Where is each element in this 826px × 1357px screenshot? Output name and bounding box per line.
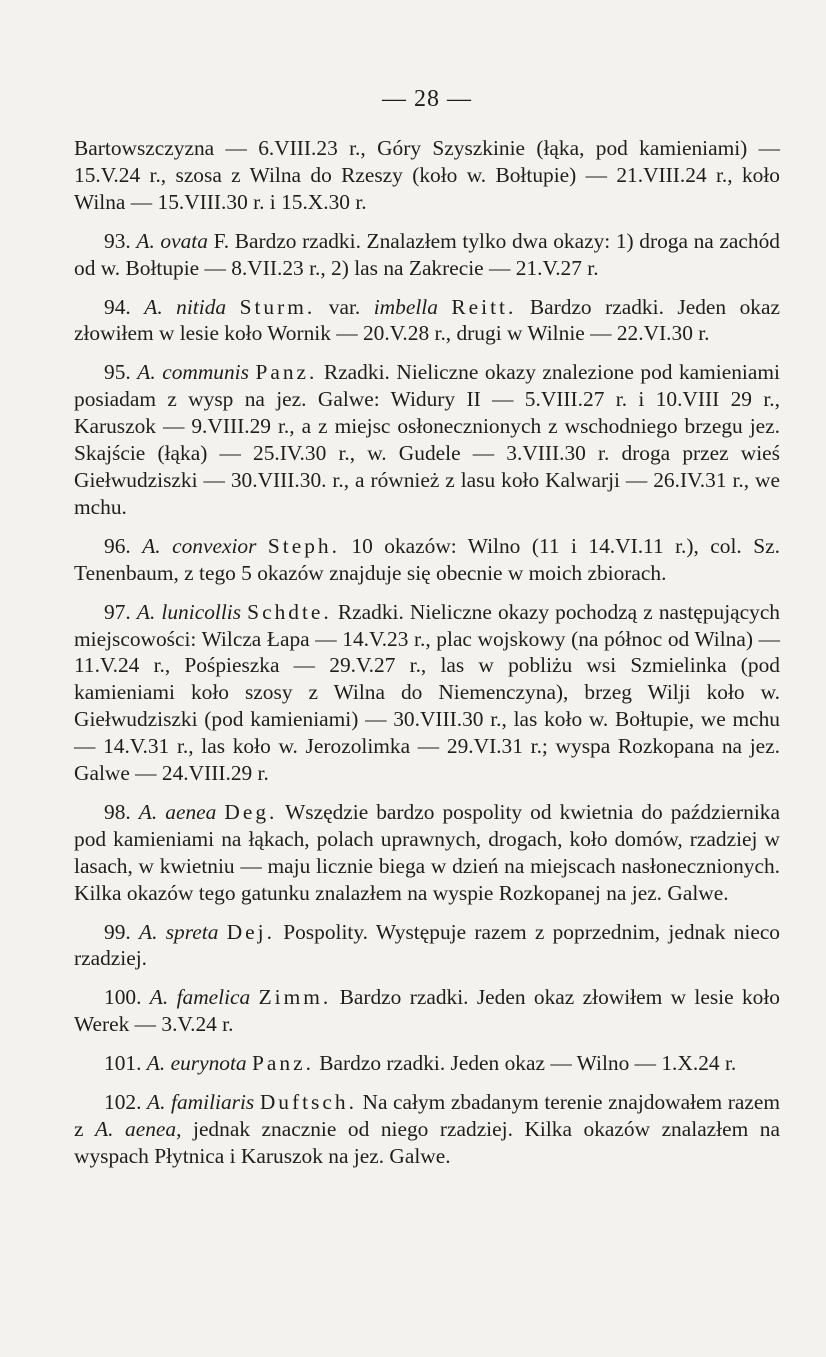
species-author: Panz. <box>251 1051 314 1076</box>
species-epithet: familiaris <box>171 1090 255 1115</box>
species-genus: A. <box>136 228 155 253</box>
species-epithet: lunicollis <box>161 599 242 624</box>
species-number: 98. <box>104 799 131 824</box>
page-number: — 28 — <box>382 86 472 112</box>
species-epithet: ovata <box>160 228 208 253</box>
entry-text: Bartowszczyzna — 6.VIII.23 r., Góry Szyszkinie (łąka, pod kamieniami) — 15.V.24 r., szosa z Wilna do Rzeszy (koło w. Bołtupie) — 21.VIII.24 r., koło Wilna — 15.VIII.30 r. i 15.X.30 r. <box>74 136 780 214</box>
species-author: Deg. <box>224 799 278 824</box>
species-author: Zimm. <box>258 985 332 1010</box>
species-epithet: aenea <box>165 799 217 824</box>
document-page <box>74 86 780 1182</box>
entry-text: 10 okazów: Wilno (11 i 14.VI.11 r.), col. Sz. Tenenbaum, z tego 5 okazów znajduje się obecnie w moich zbiorach. <box>74 533 780 585</box>
species-genus: A. <box>144 294 163 319</box>
species-genus: A. <box>142 533 161 558</box>
species-author: Dej. <box>226 919 275 944</box>
species-entry-96 <box>74 533 780 587</box>
species-entry-102 <box>74 1089 780 1170</box>
entry-text: Rzadki. Nieliczne okazy pochodzą z następujących miejscowości: Wilcza Łapa — 14.V.23 r., plac wojskowy (na północ od Wilna) — 11.V.24 r., Pośpieszka — 29.V.27 r., las w pobliżu wsi Szmielinka (pod kamieniami koło szosy z Wilna do Niemenczyna), brzeg Wilji koło w. Giełwudziszki (pod kamieniami) — 30.VIII.30 r., las koło w. Bołtupie, we mchu — 14.V.31 r., las koło w. Jerozolimka — 29.VI.31 r.; wyspa Rozkopana na jez. Galwe — 24.VIII.29 r. <box>74 599 781 786</box>
species-author: F. <box>213 228 230 253</box>
entry-text: Pospolity. Występuje razem z poprzednim, jednak nieco rzadziej. <box>74 919 781 971</box>
species-number: 102. <box>104 1090 142 1115</box>
species-entry-98 <box>74 799 780 907</box>
species-genus: A. <box>149 985 169 1010</box>
species-entry-97 <box>74 599 780 787</box>
entry-text: Bardzo rzadki. Jeden okaz — Wilno — 1.X.24 r. <box>319 1051 737 1076</box>
inline-epithet: aenea, <box>125 1117 182 1141</box>
species-epithet: communis <box>162 360 249 385</box>
species-author: Sturm. <box>239 294 316 319</box>
species-epithet: eurynota <box>170 1051 247 1076</box>
species-entry-95 <box>74 359 780 520</box>
species-author: Panz. <box>255 360 318 385</box>
variety-name: imbella <box>373 294 438 319</box>
entry-continuation <box>74 135 780 216</box>
entry-text-before: Na całym zbadanym terenie znajdowałem razem z <box>74 1090 780 1141</box>
species-author: Steph. <box>267 533 340 558</box>
species-entry-101 <box>74 1050 780 1077</box>
species-number: 93. <box>104 228 131 253</box>
species-entry-94 <box>74 294 780 348</box>
species-genus: A. <box>138 799 158 824</box>
species-epithet: convexior <box>172 533 257 558</box>
entry-text: Rzadki. Nieliczne okazy znalezione pod kamieniami posiadam z wysp na jez. Galwe: Widury II — 5.VIII.27 r. i 10.VIII 29 r., Karuszok — 9.VIII.29 r., a z miejsc osłonecznionych z wschodniego brzegu jez. Skajście (łąka) — 25.IV.30 r., w. Gudele — 3.VIII.30 r. droga przez wieś Giełwudziszki — 30.VIII.30. r., a również z lasu koło Kalwarji — 26.IV.31 r., we mchu. <box>74 360 780 519</box>
species-epithet: famelica <box>176 985 251 1010</box>
entry-text: jednak znacznie od niego rzadziej. Kilka okazów znalazłem na wyspach Płytnica i Karuszok na jez. Galwe. <box>74 1117 780 1168</box>
species-number: 101. <box>104 1051 142 1076</box>
entry-text: Bardzo rzadki. Jeden okaz złowiłem w lesie koło Werek — 3.V.24 r. <box>74 985 780 1037</box>
species-epithet: nitida <box>176 294 227 319</box>
species-entry-99 <box>74 919 780 973</box>
entry-text: Bardzo rzadki. Jeden okaz złowiłem w lesie koło Wornik — 20.V.28 r., drugi w Wilnie — 22.VI.30 r. <box>74 294 780 346</box>
species-entry-93 <box>74 228 780 282</box>
species-author: Duftsch. <box>259 1090 357 1115</box>
inline-genus: A. <box>95 1117 114 1141</box>
entry-text: Wszędzie bardzo pospolity od kwietnia do października pod kamieniami na łąkach, polach uprawnych, drogach, koło domów, rzadziej w lasach, w kwietniu — maju licznie biega w dzień na miejscach nasłonecznionych. Kilka okazów tego gatunku znalazłem na wyspie Rozkopanej na jez. Galwe. <box>74 799 780 905</box>
species-entry-100 <box>74 984 780 1038</box>
variety-author: Reitt. <box>451 294 517 319</box>
species-author: Schdte. <box>247 599 332 624</box>
species-number: 99. <box>104 919 131 944</box>
species-number: 94. <box>104 294 131 319</box>
entry-text: Bardzo rzadki. Znalazłem tylko dwa okazy: 1) droga na zachód od w. Bołtupie — 8.VII.23 r., 2) las na Zakrecie — 21.V.27 r. <box>74 228 780 280</box>
species-number: 96. <box>104 533 131 558</box>
species-number: 95. <box>104 360 131 385</box>
species-epithet: spreta <box>165 919 219 944</box>
species-genus: A. <box>146 1051 166 1076</box>
species-genus: A. <box>139 919 158 944</box>
variety-label: var. <box>328 294 361 319</box>
species-genus: A. <box>137 360 156 385</box>
species-number: 100. <box>104 985 142 1010</box>
species-genus: A. <box>136 599 156 624</box>
species-number: 97. <box>104 599 131 624</box>
species-genus: A. <box>147 1090 166 1115</box>
